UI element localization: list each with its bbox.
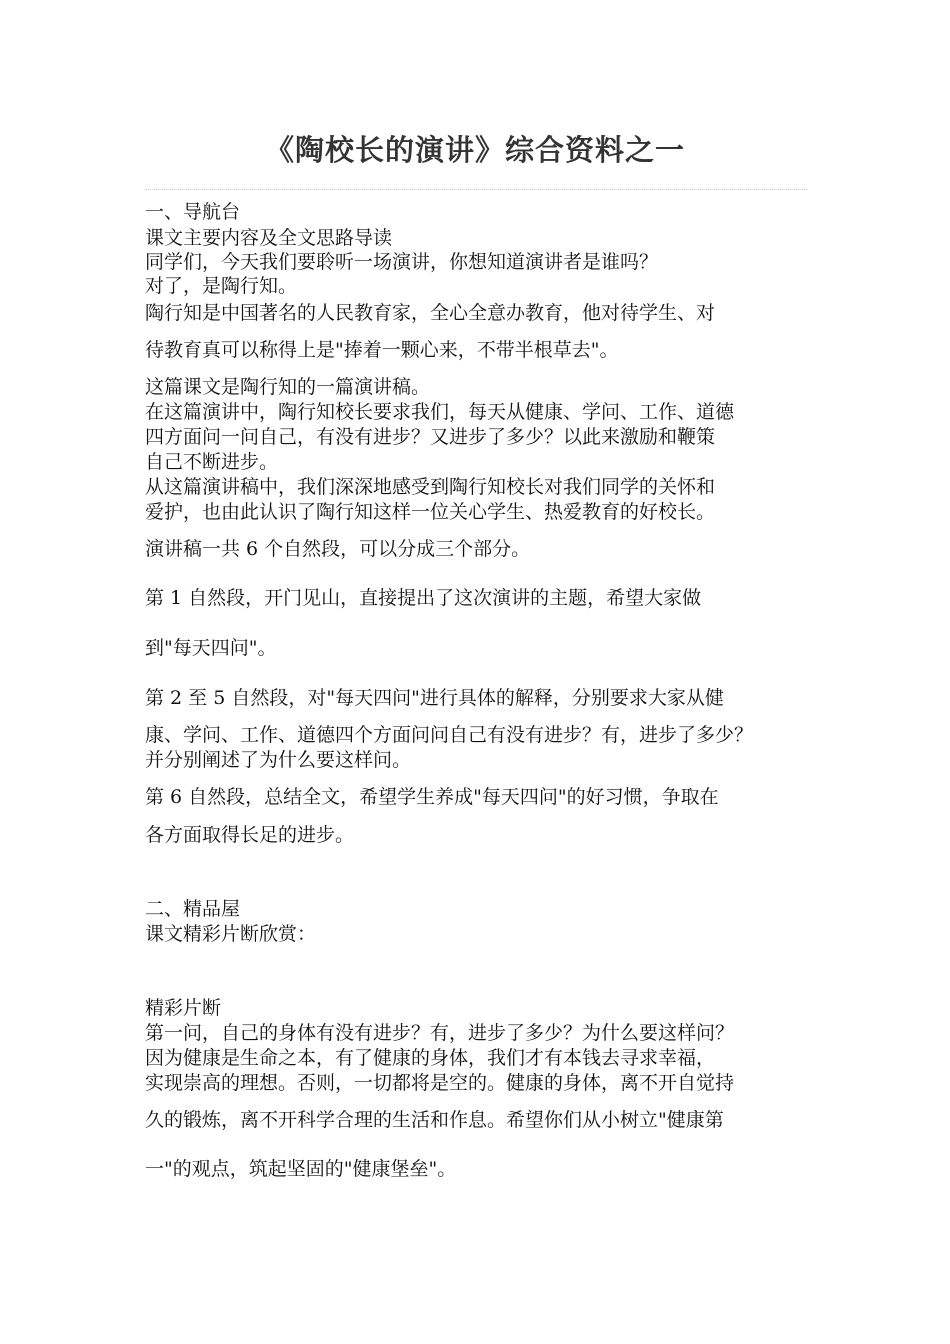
text-line: 同学们，今天我们要聆听一场演讲，你想知道演讲者是谁吗？ <box>145 251 659 273</box>
text-line: 在这篇演讲中，陶行知校长要求我们，每天从健康、学问、工作、道德 <box>145 401 735 423</box>
text-line: 第 2 至 5 自然段，对"每天四问"进行具体的解释，分别要求大家从健 <box>145 687 724 709</box>
text-line: 自己不断进步。 <box>145 451 279 473</box>
text-line: 从这篇演讲稿中，我们深深地感受到陶行知校长对我们同学的关怀和 <box>145 476 716 498</box>
text-line: 待教育真可以称得上是"捧着一颗心来，不带半根草去"。 <box>145 339 619 361</box>
text-line: 对了，是陶行知。 <box>145 275 298 297</box>
text-line: 实现崇高的理想。否则，一切都将是空的。健康的身体，离不开自觉持 <box>145 1072 735 1094</box>
text-line: 一"的观点，筑起坚固的"健康堡垒"。 <box>145 1158 457 1180</box>
section-heading: 二、精品屋 <box>145 898 241 920</box>
text-line: 第 1 自然段，开门见山，直接提出了这次演讲的主题，希望大家做 <box>145 587 702 609</box>
subheading: 课文主要内容及全文思路导读 <box>145 227 393 249</box>
text-line: 到"每天四问"。 <box>145 637 277 659</box>
text-line: 第 6 自然段，总结全文，希望学生养成"每天四问"的好习惯，争取在 <box>145 786 719 808</box>
text-line: 第一问，自己的身体有没有进步？有，进步了多少？为什么要这样问？ <box>145 1022 735 1044</box>
text-line: 这篇课文是陶行知的一篇演讲稿。 <box>145 376 431 398</box>
section-heading: 一、导航台 <box>145 201 241 223</box>
text-line: 爱护，也由此认识了陶行知这样一位关心学生、热爱教育的好校长。 <box>145 501 716 523</box>
text-line: 演讲稿一共 6 个自然段，可以分成三个部分。 <box>145 538 531 560</box>
text-line: 陶行知是中国著名的人民教育家，全心全意办教育，他对待学生、对 <box>145 302 716 324</box>
title-divider <box>145 189 807 190</box>
text-line: 因为健康是生命之本，有了健康的身体，我们才有本钱去寻求幸福， <box>145 1047 716 1069</box>
text-line: 并分别阐述了为什么要这样问。 <box>145 749 412 771</box>
subheading: 课文精彩片断欣赏： <box>145 923 317 945</box>
text-line: 久的锻炼，离不开科学合理的生活和作息。希望你们从小树立"健康第 <box>145 1109 724 1131</box>
text-line: 康、学问、工作、道德四个方面问问自己有没有进步？有，进步了多少？ <box>145 724 754 746</box>
text-line: 各方面取得长足的进步。 <box>145 824 355 846</box>
page-title: 《陶校长的演讲》综合资料之一 <box>264 133 685 167</box>
text-line: 四方面问一问自己，有没有进步？又进步了多少？以此来激励和鞭策 <box>145 426 716 448</box>
subheading: 精彩片断 <box>145 997 222 1019</box>
